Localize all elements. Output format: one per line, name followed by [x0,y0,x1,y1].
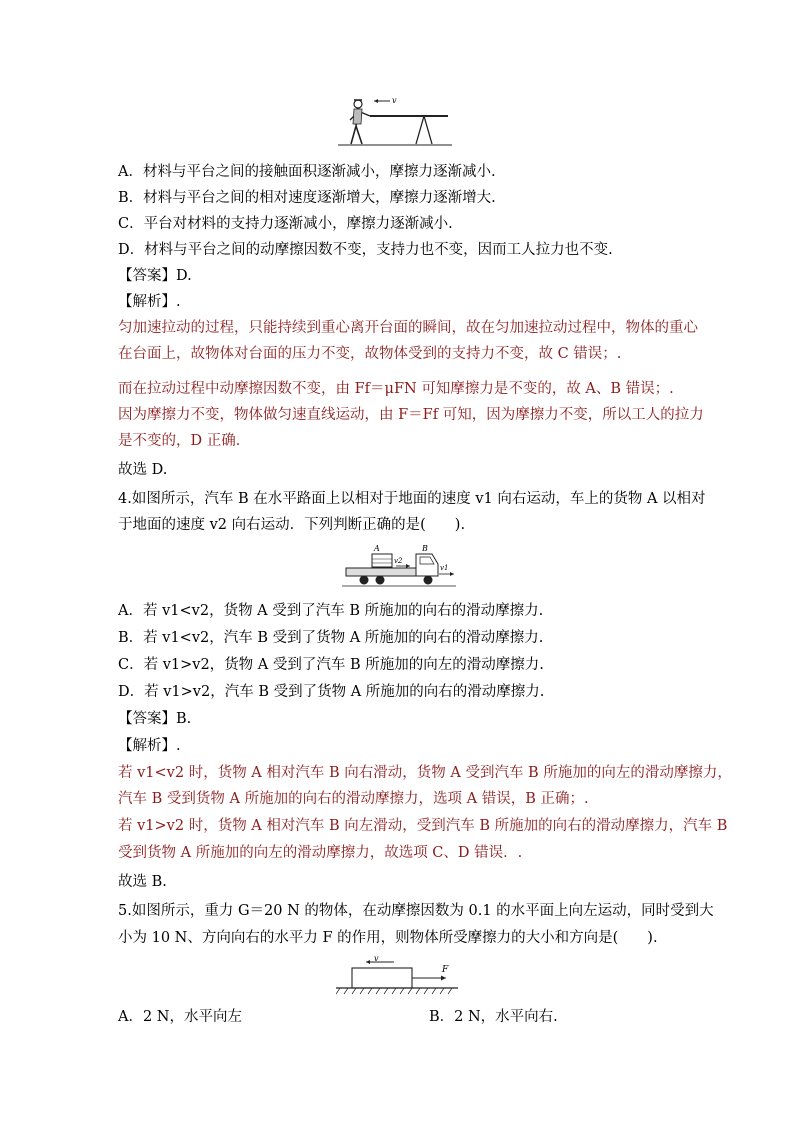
q4-option-d: D．若 v1>v2，汽车 B 受到了货物 A 所施加的向右的滑动摩擦力. [118,684,545,700]
q5-option-a: A．2 N，水平向左 [118,1009,242,1025]
q4-option-a: A．若 v1<v2，货物 A 受到了汽车 B 所施加的向右的滑动摩擦力. [118,603,544,619]
truck-label-v1: v1 [440,564,449,572]
q4-analysis-line-1: 若 v1<v2 时，货物 A 相对汽车 B 向右滑动，货物 A 受到汽车 B 所施加的向左的滑动摩擦力， [118,765,732,781]
q4-answer: 【答案】B. [118,711,192,727]
q5-option-b: B．2 N，水平向右. [429,1009,558,1025]
q3-analysis-line-1: 匀加速拉动的过程，只能持续到重心离开台面的瞬间，故在匀加速拉动过程中，物体的重心 [118,320,698,336]
worker-platform-figure [336,94,456,150]
q5-stem-line-1: 5.如图所示，重力 G＝20 N 的物体，在动摩擦因数为 0.1 的水平面上向左运动，同时受到大 [118,903,714,919]
q4-stem-line-2: 于地面的速度 v2 向右运动．下列判断正确的是( ). [118,517,466,533]
q4-option-c: C．若 v1>v2，货物 A 受到了汽车 B 所施加的向左的滑动摩擦力. [118,657,544,673]
worker-arrow-label: v [392,96,397,105]
block-label-v: v [374,954,379,963]
truck-cargo-figure [340,542,458,594]
q3-option-d: D．材料与平台之间的动摩擦因数不变，支持力也不变，因而工人拉力也不变. [118,242,613,258]
q3-analysis-line-3: 而在拉动过程中动摩擦因数不变，由 Ff＝μFN 可知摩擦力是不变的，故 A、B 错误；. [118,381,674,397]
q3-option-b: B．材料与平台之间的相对速度逐渐增大，摩擦力逐渐增大. [118,190,496,206]
q3-analysis-title: 【解析】. [118,294,181,310]
q3-option-c: C．平台对材料的支持力逐渐减小，摩擦力逐渐减小. [118,216,453,232]
q4-analysis-title: 【解析】. [118,738,181,754]
q3-conclusion: 故选 D. [118,462,168,478]
q3-analysis-line-2: 在台面上，故物体对台面的压力不变，故物体受到的支持力不变，故 C 错误；. [118,346,622,362]
q4-analysis-line-2: 汽车 B 受到货物 A 所施加的向右的滑动摩擦力，选项 A 错误，B 正确；. [118,791,589,807]
block-surface-figure [336,950,460,998]
q3-answer: 【答案】D. [118,268,192,284]
truck-label-a: A [374,544,380,553]
q4-conclusion: 故选 B. [118,874,167,890]
q3-option-a: A．材料与平台之间的接触面积逐渐减小，摩擦力逐渐减小. [118,164,496,180]
q3-analysis-line-5: 是不变的，D 正确． [118,433,251,449]
q3-analysis-line-4: 因为摩擦力不变，物体做匀速直线运动，由 F＝Ff 可知，因为摩擦力不变，所以工人的拉力 [118,407,704,423]
q4-analysis-line-4: 受到货物 A 所施加的向左的滑动摩擦力，故选项 C、D 错误．. [118,845,523,861]
q4-stem-line-1: 4.如图所示，汽车 B 在水平路面上以相对于地面的速度 v1 向右运动，车上的货物 A 以相对 [118,491,706,507]
q4-option-b: B．若 v1<v2，汽车 B 受到了货物 A 所施加的向右的滑动摩擦力. [118,630,544,646]
truck-label-v2: v2 [394,557,403,565]
q5-stem-line-2: 小为 10 N、方向向右的水平力 F 的作用，则物体所受摩擦力的大小和方向是( ). [118,930,658,946]
block-label-f: F [442,965,449,975]
truck-label-b: B [422,544,428,553]
q4-analysis-line-3: 若 v1>v2 时，货物 A 相对汽车 B 向左滑动，受到汽车 B 所施加的向右的滑动摩擦力，汽车 B [118,818,728,834]
